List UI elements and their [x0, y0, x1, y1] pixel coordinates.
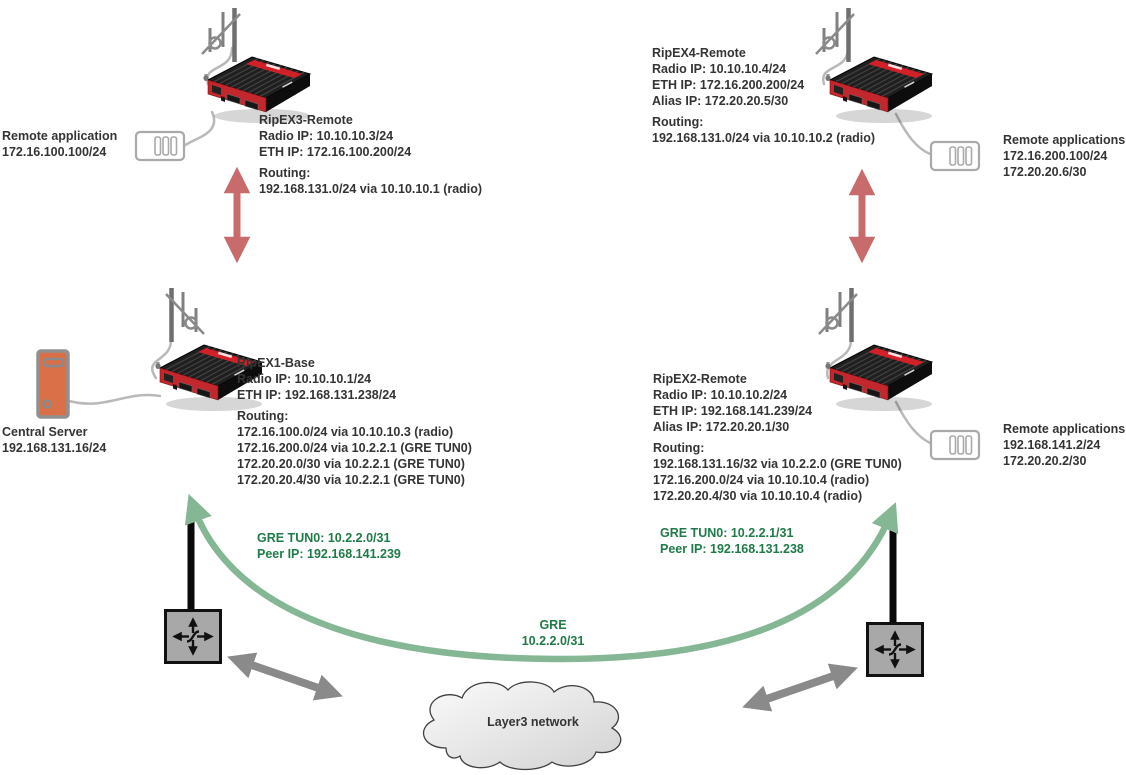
lan-link-arrow-right — [755, 672, 845, 703]
node-info: ETH IP: 172.16.100.200/24 — [259, 145, 412, 159]
ripex4-label — [652, 45, 875, 146]
antenna-icon-ripex1 — [166, 288, 204, 342]
endpoint-title: Remote application — [2, 129, 118, 143]
cloud-label — [413, 714, 653, 730]
node-title: RipEX4-Remote — [652, 46, 746, 60]
gre-tun0-line: GRE TUN0: 10.2.2.1/31 — [660, 526, 794, 540]
node-info: ETH IP: 192.168.141.239/24 — [653, 404, 813, 418]
route-line: 172.20.20.4/30 via 10.2.2.1 (GRE TUN0) — [237, 473, 465, 487]
ripex1-label — [237, 355, 472, 488]
node-title: RipEX1-Base — [237, 356, 315, 370]
ripex3-label — [259, 112, 482, 197]
endpoint-title: Central Server — [2, 425, 88, 439]
gre-subnet: 10.2.2.0/31 — [521, 634, 585, 648]
endpoint-ip: 172.16.100.100/24 — [2, 145, 107, 159]
route-line: 172.16.100.0/24 via 10.10.10.3 (radio) — [237, 425, 454, 439]
endpoint-title: Remote applications — [1003, 422, 1126, 436]
routing-heading: Routing: — [237, 409, 289, 423]
node-info: ETH IP: 172.16.200.200/24 — [652, 78, 805, 92]
rtu-terminal-icon-top-right — [931, 142, 979, 170]
route-line: 192.168.131.0/24 via 10.10.10.1 (radio) — [259, 182, 483, 196]
rtu-terminal-icon-mid-right — [931, 431, 979, 459]
server-tower-icon — [38, 351, 68, 417]
node-info: Alias IP: 172.20.20.5/30 — [652, 94, 789, 108]
gre-tun0-line: GRE TUN0: 10.2.2.0/31 — [257, 531, 391, 545]
remote-application-label-top-left — [2, 128, 117, 160]
node-info: Alias IP: 172.20.20.1/30 — [653, 420, 790, 434]
endpoint-ip: 172.20.20.2/30 — [1003, 454, 1087, 468]
gre-peer-line: Peer IP: 192.168.131.238 — [660, 542, 804, 556]
cloud-label-text: Layer3 network — [487, 715, 579, 729]
endpoint-title: Remote applications — [1003, 133, 1126, 147]
ripex2-label — [653, 371, 902, 504]
route-line: 192.168.131.16/32 via 10.2.2.0 (GRE TUN0) — [653, 457, 902, 471]
cable — [184, 112, 214, 146]
route-line: 172.16.200.0/24 via 10.10.10.4 (radio) — [653, 473, 870, 487]
routing-heading: Routing: — [259, 166, 311, 180]
node-info: Radio IP: 10.10.10.1/24 — [237, 372, 372, 386]
gre-title: GRE — [539, 618, 567, 632]
lan-link-arrow-left — [240, 661, 330, 692]
endpoint-ip: 192.168.131.16/24 — [2, 441, 107, 455]
cable — [66, 395, 160, 404]
rtu-terminal-icon-top-left — [136, 132, 184, 160]
antenna-icon-ripex2 — [819, 288, 857, 342]
endpoint-ip: 172.16.200.100/24 — [1003, 149, 1108, 163]
route-line: 172.16.200.0/24 via 10.2.2.1 (GRE TUN0) — [237, 441, 472, 455]
central-server-label — [2, 424, 106, 456]
endpoint-ip: 192.168.141.2/24 — [1003, 438, 1101, 452]
node-title: RipEX2-Remote — [653, 372, 747, 386]
remote-applications-label-top-right — [1003, 132, 1125, 180]
gre-tunnel-label-right — [660, 525, 804, 557]
remote-applications-label-mid-right — [1003, 421, 1125, 469]
antenna-icon-ripex3 — [202, 8, 240, 62]
route-line: 172.20.20.4/30 via 10.10.10.4 (radio) — [653, 489, 863, 503]
routing-heading: Routing: — [652, 115, 704, 129]
gre-tunnel-label-left — [257, 530, 401, 562]
endpoint-ip: 172.20.20.6/30 — [1003, 165, 1087, 179]
gre-peer-line: Peer IP: 192.168.141.239 — [257, 547, 401, 561]
router-icon-left — [166, 611, 221, 663]
node-info: ETH IP: 192.168.131.238/24 — [237, 388, 397, 402]
route-line: 192.168.131.0/24 via 10.10.10.2 (radio) — [652, 131, 876, 145]
node-info: Radio IP: 10.10.10.4/24 — [652, 62, 787, 76]
node-title: RipEX3-Remote — [259, 113, 353, 127]
node-info: Radio IP: 10.10.10.2/24 — [653, 388, 788, 402]
gre-tunnel-label-center — [453, 617, 653, 649]
router-icon-right — [868, 624, 923, 676]
node-info: Radio IP: 10.10.10.3/24 — [259, 129, 394, 143]
routing-heading: Routing: — [653, 441, 705, 455]
route-line: 172.20.20.0/30 via 10.2.2.1 (GRE TUN0) — [237, 457, 465, 471]
